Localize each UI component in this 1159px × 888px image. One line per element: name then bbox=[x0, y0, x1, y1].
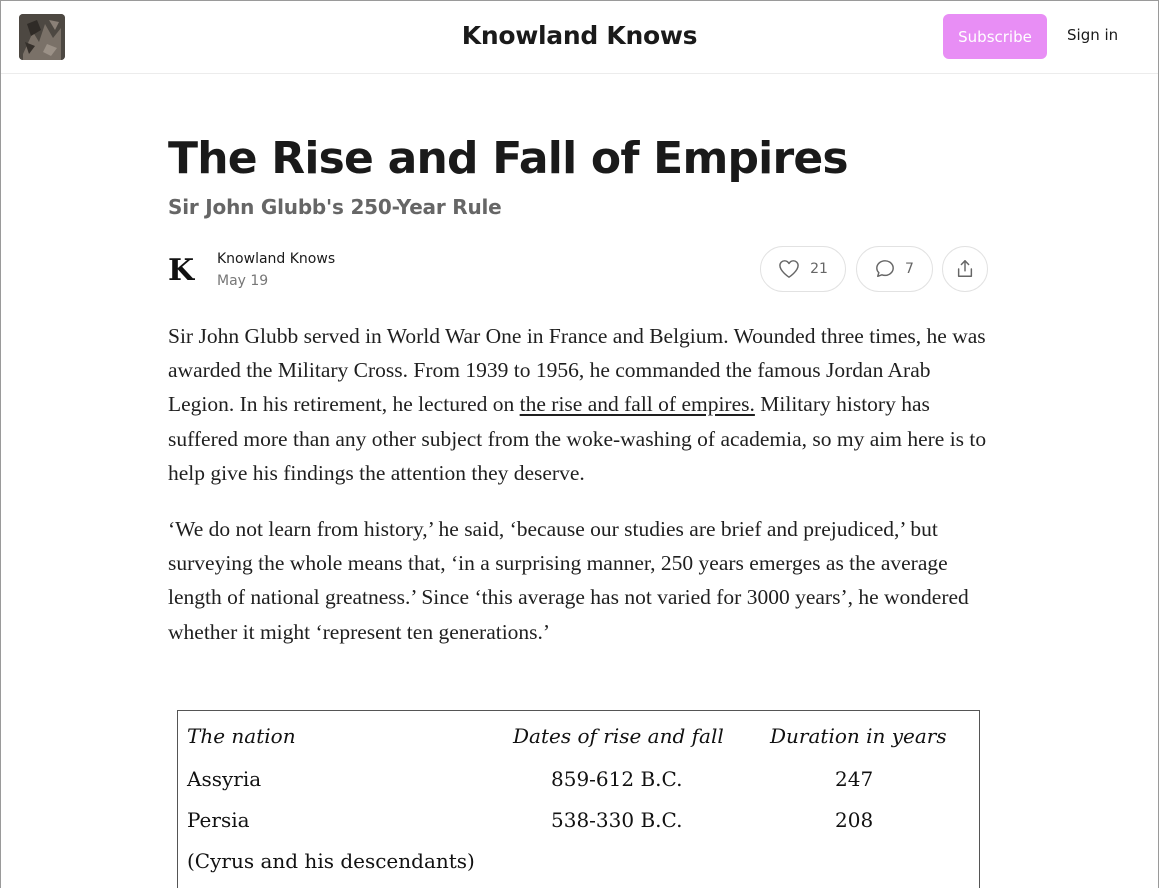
subscribe-button[interactable]: Subscribe bbox=[943, 14, 1047, 59]
heart-icon bbox=[778, 259, 800, 279]
comment-icon bbox=[875, 259, 895, 279]
table-cell-dates: 538-330 B.C. bbox=[551, 808, 683, 832]
table-header-nation: The nation bbox=[187, 724, 296, 748]
rise-and-fall-link[interactable]: the rise and fall of empires. bbox=[519, 392, 755, 417]
like-count: 21 bbox=[810, 261, 828, 277]
paragraph-2: ‘We do not learn from history,’ he said, ‘because our studies are brief and prejudiced,’ but surveying the whole means that, ‘in a surprising manner, 250 years emerges as the average length of national greatness.’ Since ‘this average has not varied for 3000 years’, he wondered whether it might ‘represent ten generations.’ bbox=[168, 517, 969, 644]
post-article bbox=[168, 133, 988, 644]
post-subtitle: Sir John Glubb's 250-Year Rule bbox=[168, 195, 502, 219]
publication-title[interactable]: Knowland Knows bbox=[461, 21, 698, 50]
post-date: May 19 bbox=[217, 273, 269, 289]
table-cell-nation: (Cyrus and his descendants) bbox=[187, 849, 475, 873]
post-body bbox=[168, 319, 988, 671]
table-header-duration: Duration in years bbox=[770, 724, 947, 748]
table-cell-duration: 208 bbox=[835, 808, 874, 832]
table-cell-duration: 247 bbox=[835, 767, 874, 791]
post-title: The Rise and Fall of Empires bbox=[168, 133, 848, 184]
table-cell-nation: Persia bbox=[187, 808, 250, 832]
comment-count: 7 bbox=[905, 261, 914, 277]
top-navigation-bar bbox=[1, 1, 1158, 74]
like-button[interactable] bbox=[760, 246, 846, 292]
author-avatar[interactable]: K bbox=[168, 253, 189, 288]
post-byline bbox=[168, 246, 988, 296]
share-icon bbox=[955, 259, 975, 279]
table-cell-dates: 859-612 B.C. bbox=[551, 767, 683, 791]
table-header-dates: Dates of rise and fall bbox=[513, 724, 724, 748]
table-cell-nation: Assyria bbox=[187, 767, 262, 791]
comment-button[interactable] bbox=[856, 246, 933, 292]
share-button[interactable] bbox=[942, 246, 988, 292]
sign-in-button[interactable]: Sign in bbox=[1067, 26, 1119, 44]
paragraph-1: Sir John Glubb served in World War One in France and Belgium. Wounded three times, he was awarded the Military Cross. From 1939 to 1956, he commanded the famous Jordan Arab Legion. In his retirement, he lectured on the rise and fall of empires. Military history has suffered more than any other subject from the woke-washing of academia, so my aim here is to help give his findings the attention they deserve. bbox=[168, 324, 987, 485]
empires-duration-table bbox=[177, 710, 980, 888]
author-name[interactable]: Knowland Knows bbox=[217, 251, 336, 267]
